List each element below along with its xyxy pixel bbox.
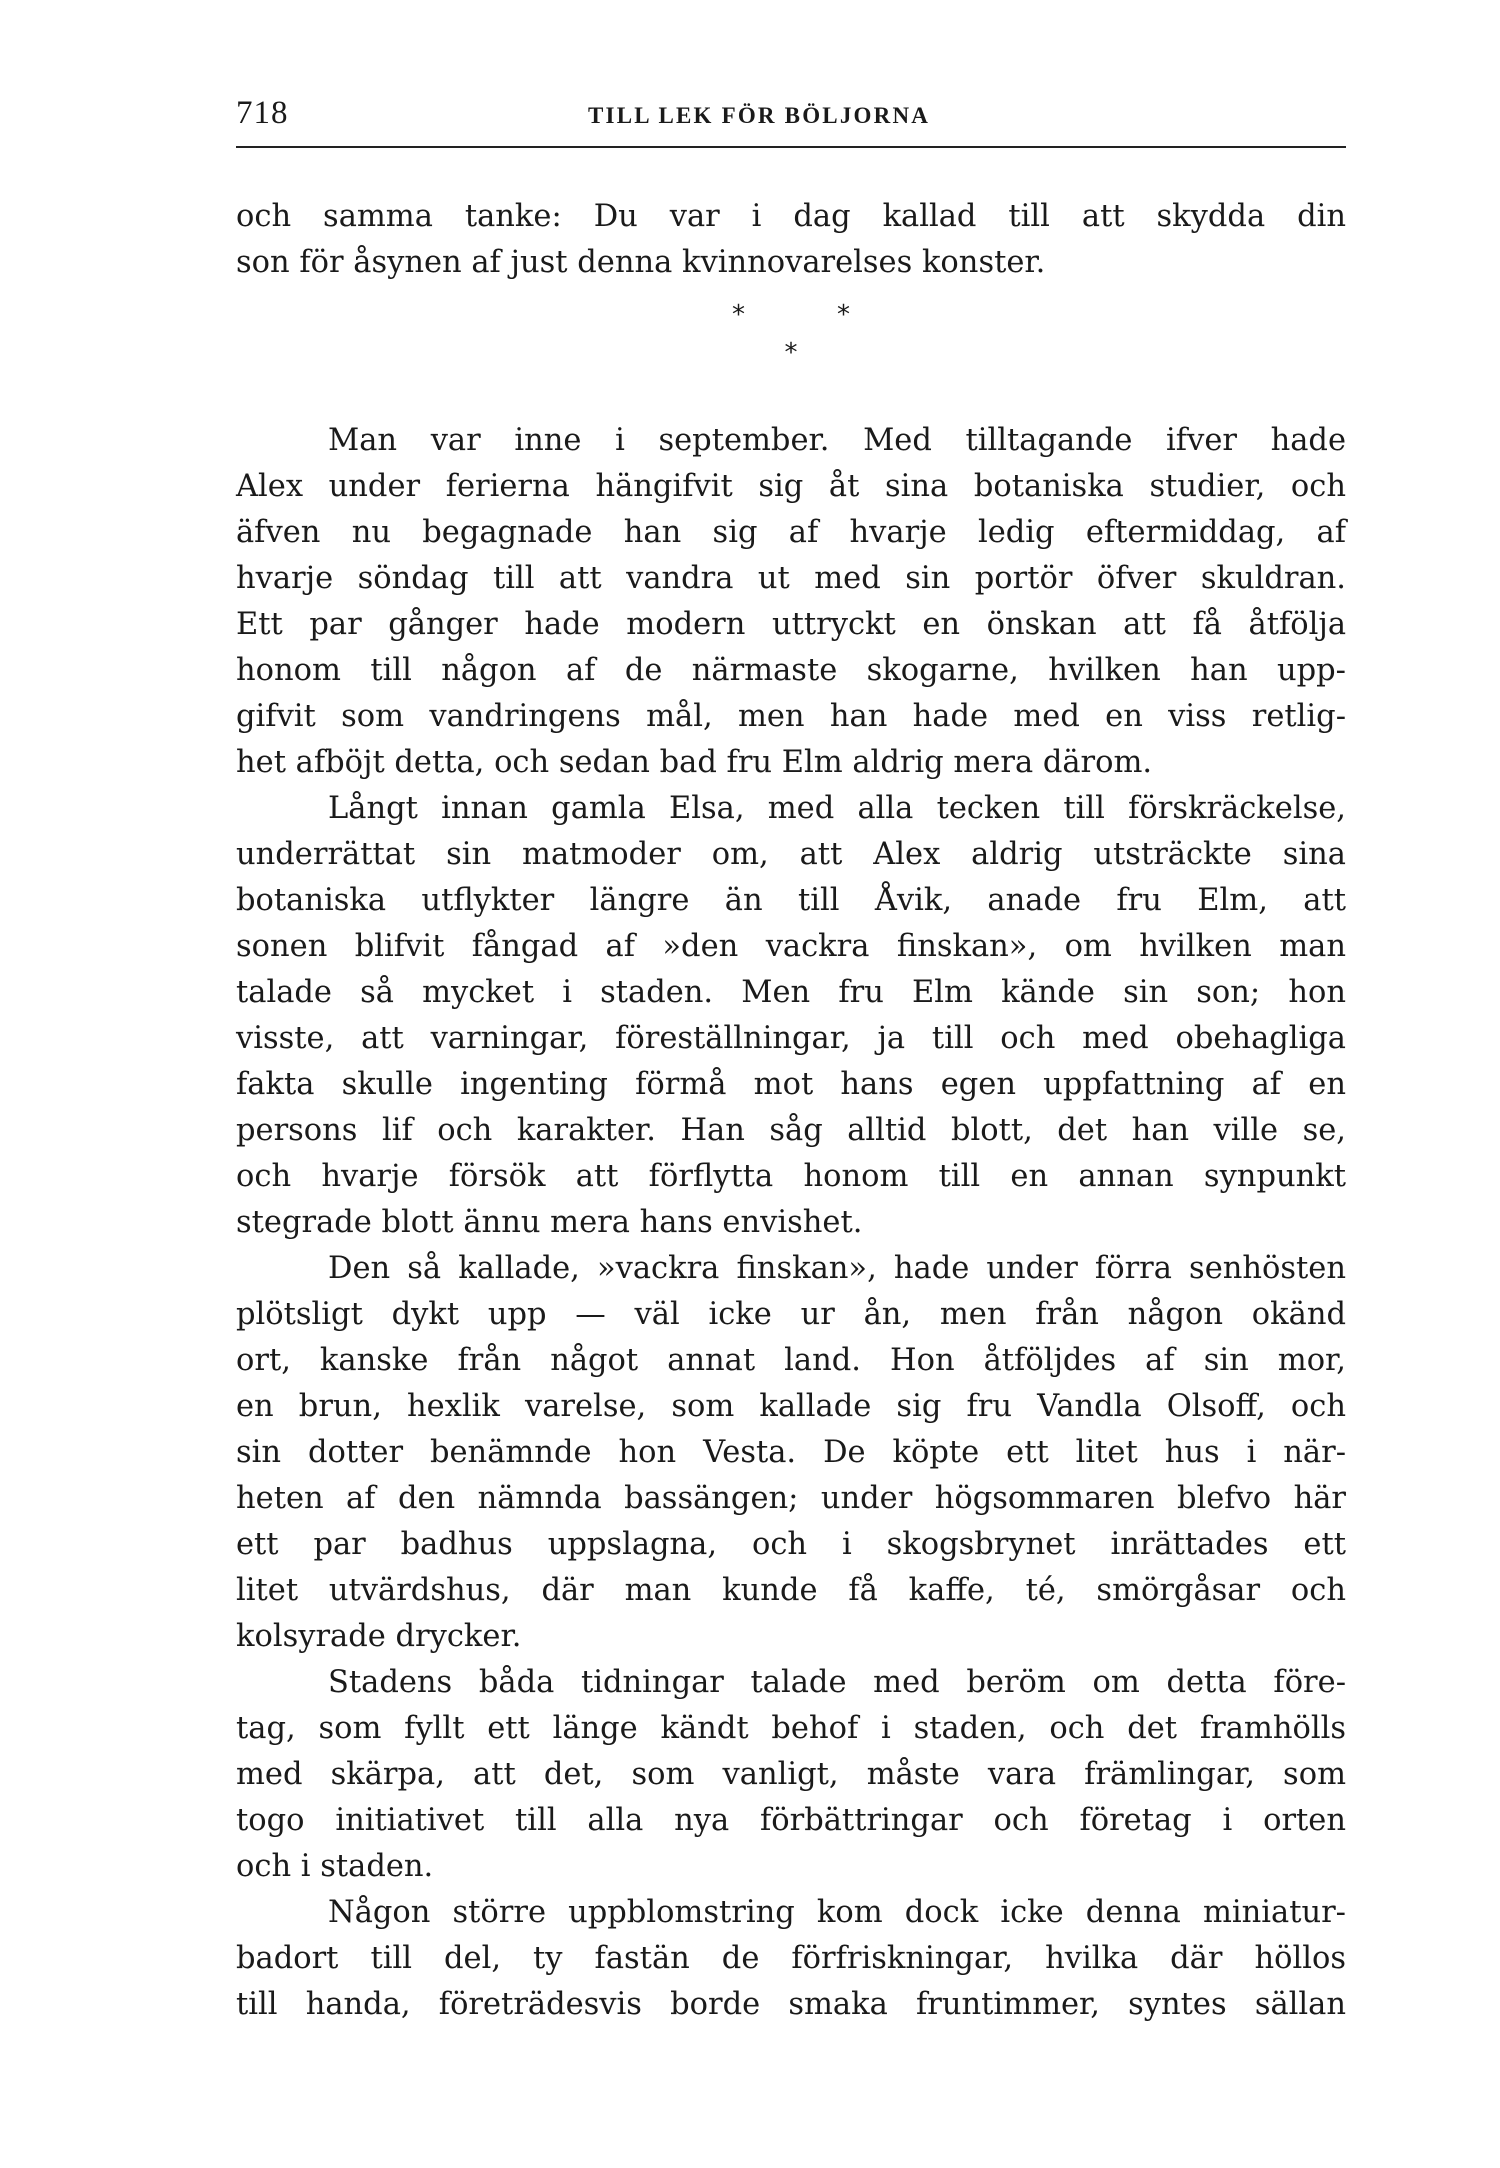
text-line: visste, att varningar, föreställningar, ja till och med obehagliga (236, 1021, 1346, 1056)
text-line: Någon större uppblomstring kom dock icke denna miniatur- (328, 1895, 1346, 1930)
text-line: togo initiativet till alla nya förbättringar och företag i orten (236, 1803, 1346, 1838)
text-line: Den så kallade, »vackra finskan», hade under förra senhösten (328, 1251, 1346, 1286)
asterism-bottom (236, 338, 1346, 368)
text-line: och i staden. (236, 1849, 434, 1884)
text-line: och hvarje försök att förflytta honom till en annan synpunkt (236, 1159, 1346, 1194)
text-line: tag, som fyllt ett länge kändt behof i staden, och det framhölls (236, 1711, 1346, 1746)
text-line: plötsligt dykt upp — väl icke ur ån, men från någon okänd (236, 1297, 1346, 1332)
text-line: talade så mycket i staden. Men fru Elm kände sin son; hon (236, 975, 1346, 1010)
text-line: gifvit som vandringens mål, men han hade med en viss retlig- (236, 699, 1346, 734)
asterisk-left: * (732, 300, 745, 330)
paragraph-5 (236, 1890, 1346, 2028)
text-line: med skärpa, att det, som vanligt, måste vara främlingar, som (236, 1757, 1346, 1792)
text-line: sonen blifvit fångad af »den vackra finskan», om hvilken man (236, 929, 1346, 964)
text-line: kolsyrade drycker. (236, 1619, 522, 1654)
text-line: Man var inne i september. Med tilltagande ifver hade (328, 423, 1346, 458)
text-line: äfven nu begagnade han sig af hvarje ledig eftermiddag, af (236, 515, 1346, 550)
text-line: litet utvärdshus, där man kunde få kaffe, té, smörgåsar och (236, 1573, 1346, 1608)
text-line: Stadens båda tidningar talade med beröm om detta före- (328, 1665, 1346, 1700)
page-number: 718 (236, 95, 289, 131)
text-line: persons lif och karakter. Han såg alltid blott, det han ville se, (236, 1113, 1346, 1148)
paragraph-2 (236, 786, 1346, 1246)
asterism-top (236, 300, 1346, 330)
text-line: het afböjt detta, och sedan bad fru Elm aldrig mera därom. (236, 745, 1153, 780)
header-rule (236, 146, 1346, 148)
paragraph-4 (236, 1660, 1346, 1890)
text-line: botaniska utflykter längre än till Åvik, anade fru Elm, att (236, 883, 1346, 918)
text-line: stegrade blott ännu mera hans envishet. (236, 1205, 863, 1240)
text-line: son för åsynen af just denna kvinnovarelses konster. (236, 245, 1046, 280)
text-line: badort till del, ty fastän de förfriskningar, hvilka där höllos (236, 1941, 1346, 1976)
paragraph-1 (236, 418, 1346, 786)
page-header (236, 95, 1346, 141)
text-line: till handa, företrädesvis borde smaka fruntimmer, syntes sällan (236, 1987, 1346, 2022)
paragraph-3 (236, 1246, 1346, 1660)
text-line: Ett par gånger hade modern uttryckt en önskan att få åtfölja (236, 607, 1346, 642)
text-line: Långt innan gamla Elsa, med alla tecken till förskräckelse, (328, 791, 1346, 826)
asterisk-right: * (837, 300, 850, 330)
text-line: och samma tanke: Du var i dag kallad till att skydda din (236, 199, 1346, 234)
text-line: hvarje söndag till att vandra ut med sin portör öfver skuldran. (236, 561, 1346, 596)
text-line: ett par badhus uppslagna, och i skogsbrynet inrättades ett (236, 1527, 1346, 1562)
intro-text (236, 194, 1346, 286)
text-line: Alex under ferierna hängifvit sig åt sina botaniska studier, och (236, 469, 1346, 504)
text-line: fakta skulle ingenting förmå mot hans egen uppfattning af en (236, 1067, 1346, 1102)
text-line: ort, kanske från något annat land. Hon åtföljdes af sin mor, (236, 1343, 1346, 1378)
text-line: honom till någon af de närmaste skogarne, hvilken han upp- (236, 653, 1346, 688)
asterisk-bottom: * (784, 338, 798, 368)
text-line: en brun, hexlik varelse, som kallade sig fru Vandla Olsoff, och (236, 1389, 1346, 1424)
text-line: heten af den nämnda bassängen; under högsommaren blefvo här (236, 1481, 1346, 1516)
text-line: underrättat sin matmoder om, att Alex aldrig utsträckte sina (236, 837, 1346, 872)
running-title: TILL LEK FÖR BÖLJORNA (588, 103, 931, 128)
text-line: sin dotter benämnde hon Vesta. De köpte ett litet hus i när- (236, 1435, 1346, 1470)
